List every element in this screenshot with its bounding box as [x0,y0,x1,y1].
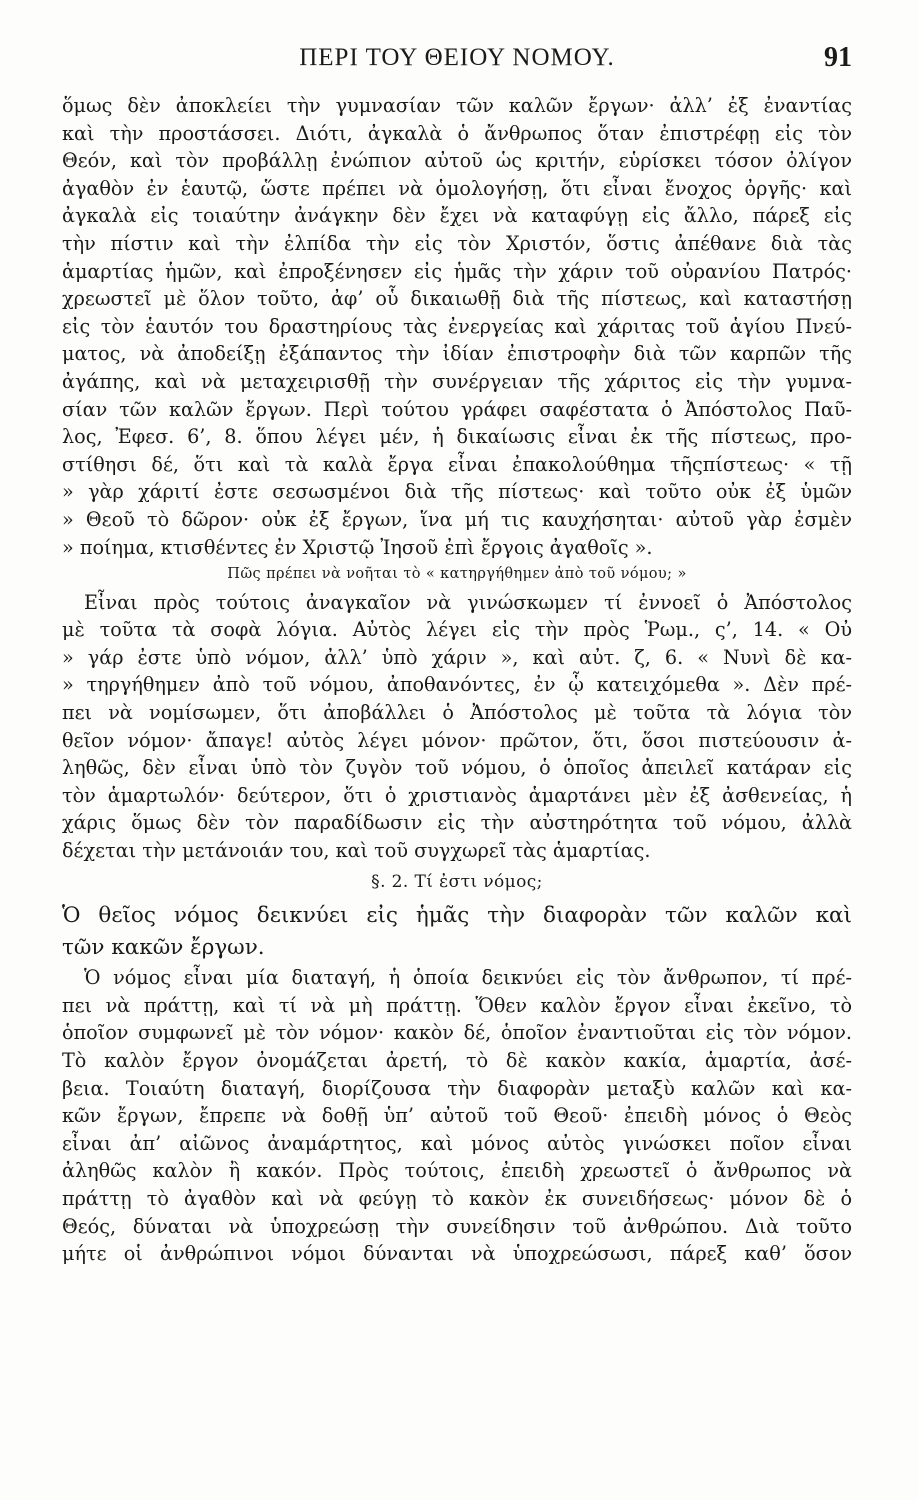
text-line: στίθησι δέ, ὅτι καὶ τὰ καλὰ ἔργα εἶναι ἐπακολούθημα τῆςπίστεως· « τῇ [62,452,852,476]
text-line: ματος, νὰ ἀποδείξῃ ἐξάπαντος τὴν ἰδίαν ἐπιστροφὴν διὰ τῶν καρπῶν τῆς [62,342,852,366]
paragraph-3 [62,964,852,1268]
text-line: δέχεται τὴν μετάνοιάν του, καὶ τοῦ συγχωρεῖ τὰς ἁμαρτίας. [62,839,651,863]
text-line: » γὰρ χάριτί ἐστε σεσωσμένοι διὰ τῆς πίστεως· καὶ τοῦτο οὐκ ἐξ ὑμῶν [62,480,852,504]
text-line: » ποίημα, κτισθέντες ἐν Χριστῷ Ἰησοῦ ἐπὶ ἔργοις ἀγαθοῖς ». [62,535,653,559]
page-number: 91 [824,42,852,73]
text-line: » γάρ ἐστε ὑπὸ νόμον, ἀλλ’ ὑπὸ χάριν », καὶ αὐτ. ζ, 6. « Νυνὶ δὲ κα- [62,645,852,669]
body-text [62,92,852,1268]
lead-line: τῶν κακῶν ἔργων. [62,935,265,961]
text-line: τὴν πίστιν καὶ τὴν ἐλπίδα τὴν εἰς τὸν Χριστόν, ὅστις ἀπέθανε διὰ τὰς [62,231,852,255]
text-line: πράττῃ τὸ ἀγαθὸν καὶ νὰ φεύγῃ τὸ κακὸν ἐκ συνειδήσεως· μόνον δὲ ὁ [62,1186,852,1210]
text-line: θεῖον νόμον· ἄπαγε! αὐτὸς λέγει μόνον· πρῶτον, ὅτι, ὅσοι πιστεύουσιν ἀ- [62,728,852,752]
text-line: λος, Ἐφεσ. 6’, 8. ὅπου λέγει μέν, ἡ δικαίωσις εἶναι ἐκ τῆς πίστεως, προ- [62,425,852,449]
text-line: ὁποῖον συμφωνεῖ μὲ τὸν νόμον· κακὸν δέ, ὁποῖον ἐναντιοῦται εἰς τὸν νόμον. [62,1021,852,1045]
text-line: ἀγάπης, καὶ νὰ μεταχειρισθῇ τὴν συνέργειαν τῆς χάριτος εἰς τὴν γυμνα- [62,369,852,393]
text-line: » τηργήθημεν ἀπὸ τοῦ νόμου, ἀποθανόντες, ἐν ᾧ κατειχόμεθα ». Δὲν πρέ- [62,673,852,697]
subheading: Πῶς πρέπει νὰ νοῆται τὸ « κατηργήθημεν ἀπὸ τοῦ νόμου; » [227,566,687,583]
lead-line: Ὁ θεῖος νόμος δεικνύει εἰς ἡμᾶς τὴν διαφορὰν τῶν καλῶν καὶ [62,903,852,929]
text-line: ἀληθῶς καλὸν ἢ κακόν. Πρὸς τούτοις, ἐπειδὴ χρεωστεῖ ὁ ἄνθρωπος νὰ [62,1159,852,1183]
text-line: ἁμαρτίας ἡμῶν, καὶ ἐπροξένησεν εἰς ἡμᾶς τὴν χάριν τοῦ οὐρανίου Πατρός· [62,259,852,283]
text-line: τὸν ἁμαρτωλόν· δεύτερον, ὅτι ὁ χριστιανὸς ἁμαρτάνει μὲν ἐξ ἀσθενείας, ἡ [62,783,852,807]
lead-statement [62,900,852,964]
text-line: ληθῶς, δὲν εἶναι ὑπὸ τὸν ζυγὸν τοῦ νόμου, ὁ ὁποῖος ἀπειλεῖ κατάραν εἰς [62,756,852,780]
text-line: πει νὰ νομίσωμεν, ὅτι ἀποβάλλει ὁ Ἀπόστολος μὲ τοῦτα τὰ λόγια τὸν [62,701,852,725]
text-line: Θεόν, καὶ τὸν προβάλλῃ ἐνώπιον αὐτοῦ ὡς κριτήν, εὑρίσκει τόσον ὀλίγον [62,149,852,173]
text-line: Τὸ καλὸν ἔργον ὀνομάζεται ἀρετή, τὸ δὲ κακὸν κακία, ἁμαρτία, ἀσέ- [62,1049,852,1072]
text-line: ὅμως δὲν ἀποκλείει τὴν γυμνασίαν τῶν καλῶν ἔργων· ἀλλ’ ἐξ ἐναντίας [62,94,852,117]
text-line: Ὁ νόμος εἶναι μία διαταγή, ἡ ὁποία δεικνύει εἰς τὸν ἄνθρωπον, τί πρέ- [84,966,852,990]
paragraph-2 [62,589,852,865]
text-line: χρεωστεῖ μὲ ὅλον τοῦτο, ἀφ’ οὗ δικαιωθῇ διὰ τῆς πίστεως, καὶ καταστήσῃ [62,287,852,311]
section-heading: §. 2. Τί ἐστι νόμος; [371,871,543,892]
paragraph-1 [62,92,852,561]
text-line: ἀγαθὸν ἐν ἑαυτῷ, ὥστε πρέπει νὰ ὁμολογήσῃ, ὅτι εἶναι ἔνοχος ὀργῆς· καὶ [62,176,852,200]
text-line: σίαν τῶν καλῶν ἔργων. Περὶ τούτου γράφει σαφέστατα ὁ Ἀπόστολος Παῦ- [62,397,852,421]
text-line: πει νὰ πράττῃ, καὶ τί νὰ μὴ πράττῃ. Ὅθεν καλὸν ἔργον εἶναι ἐκεῖνο, τὸ [62,993,852,1017]
text-line: εἶναι ἀπ’ αἰῶνος ἀναμάρτητος, καὶ μόνος αὐτὸς γινώσκει ποῖον εἶναι [62,1131,852,1155]
text-line: Εἶναι πρὸς τούτοις ἀναγκαῖον νὰ γινώσκωμεν τί ἐννοεῖ ὁ Ἀπόστολος [84,590,852,614]
text-line: εἰς τὸν ἑαυτόν του δραστηρίους τὰς ἐνεργείας καὶ χάριτας τοῦ ἁγίου Πνεύ- [62,314,852,338]
text-line: Θεός, δύναται νὰ ὑποχρεώσῃ τὴν συνείδησιν τοῦ ἀνθρώπου. Διὰ τοῦτο [62,1214,852,1238]
text-line: μήτε οἱ ἀνθρώπινοι νόμοι δύνανται νὰ ὑποχρεώσωσι, πάρεξ καθ’ ὅσον [62,1242,852,1266]
text-line: καὶ τὴν προστάσσει. Διότι, ἀγκαλὰ ὁ ἄνθρωπος ὅταν ἐπιστρέφῃ εἰς τὸν [62,121,852,145]
text-line: κῶν ἔργων, ἔπρεπε νὰ δοθῇ ὑπ’ αὐτοῦ τοῦ Θεοῦ· ἐπειδὴ μόνος ὁ Θεὸς [62,1104,852,1128]
text-line: χάρις ὅμως δὲν τὸν παραδίδωσιν εἰς τὴν αὐστηρότητα τοῦ νόμου, ἀλλὰ [62,811,852,835]
page-title: ΠΕΡΙ ΤΟΥ ΘΕΙΟΥ ΝΟΜΟΥ. [299,44,615,71]
text-line: ἀγκαλὰ εἰς τοιαύτην ἀνάγκην δὲν ἔχει νὰ καταφύγῃ εἰς ἄλλο, πάρεξ εἰς [62,204,852,228]
text-line: βεια. Τοιαύτη διαταγή, διορίζουσα τὴν διαφορὰν μεταξὺ καλῶν καὶ κα- [62,1076,852,1100]
text-line: μὲ τοῦτα τὰ σοφὰ λόγια. Αὐτὸς λέγει εἰς τὴν πρὸς Ῥωμ., ς’, 14. « Οὐ [62,618,852,642]
running-head [62,44,852,84]
text-line: » Θεοῦ τὸ δῶρον· οὐκ ἐξ ἔργων, ἵνα μή τις καυχήσηται· αὐτοῦ γὰρ ἐσμὲν [62,507,852,531]
